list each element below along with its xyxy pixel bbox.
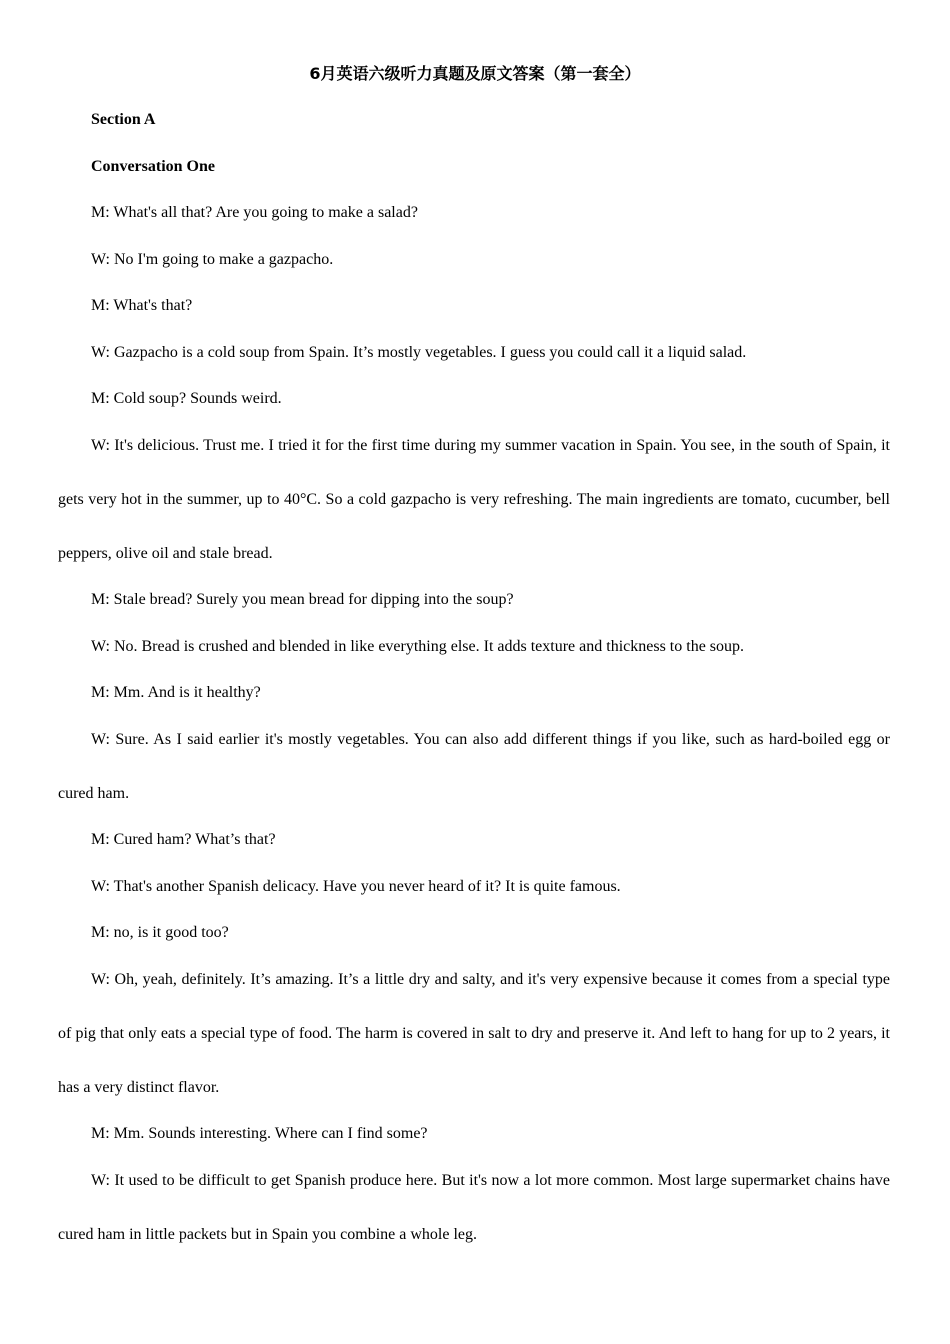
document-title: 6月英语六级听力真题及原文答案（第一套全） — [309, 64, 641, 83]
conversation-heading: Conversation One — [91, 157, 215, 175]
dialogue-line: M: Cold soup? Sounds weird. — [91, 390, 282, 407]
dialogue-line: W: No I'm going to make a gazpacho. — [91, 250, 334, 268]
dialogue-line: M: Cured ham? What’s that? — [91, 831, 276, 848]
dialogue-line: W: That's another Spanish delicacy. Have you never heard of it? It is quite famous. — [91, 877, 621, 895]
dialogue-line: W: It's delicious. Trust me. I tried it for the first time during my summer vacation in Spain. You see, in the south of Spain, it gets very hot in the summer, up to 40°C. So a cold gazpacho is very refreshing. The main ingredients are tomato, cucumber, bell peppers, olive oil and stale bread. — [58, 436, 890, 562]
document-body — [58, 108, 890, 1269]
dialogue-line: M: Stale bread? Surely you mean bread for dipping into the soup? — [91, 591, 514, 608]
dialogue-line: W: Oh, yeah, definitely. It’s amazing. It’s a little dry and salty, and it's very expensive because it comes from a special type of pig that only eats a special type of food. The harm is covered in salt to dry and preserve it. And left to hang for up to 2 years, it has a very distinct flavor. — [58, 970, 890, 1096]
dialogue-line: W: Sure. As I said earlier it's mostly vegetables. You can also add different things if you like, such as hard-boiled egg or cured ham. — [58, 730, 890, 802]
section-heading: Section A — [91, 111, 156, 128]
dialogue-line: W: No. Bread is crushed and blended in like everything else. It adds texture and thickness to the soup. — [91, 637, 745, 655]
dialogue-line: M: Mm. Sounds interesting. Where can I find some? — [91, 1125, 428, 1142]
dialogue-line: M: What's all that? Are you going to make a salad? — [91, 204, 418, 221]
dialogue-line: W: It used to be difficult to get Spanish produce here. But it's now a lot more common. Most large supermarket chains have cured ham in little packets but in Spain you combine a whole leg. — [58, 1171, 890, 1243]
dialogue-line: M: no, is it good too? — [91, 924, 229, 941]
dialogue-line: W: Gazpacho is a cold soup from Spain. It’s mostly vegetables. I guess you could call it a liquid salad. — [91, 343, 747, 361]
dialogue-line: M: Mm. And is it healthy? — [91, 684, 261, 701]
dialogue-line: M: What's that? — [91, 297, 193, 314]
